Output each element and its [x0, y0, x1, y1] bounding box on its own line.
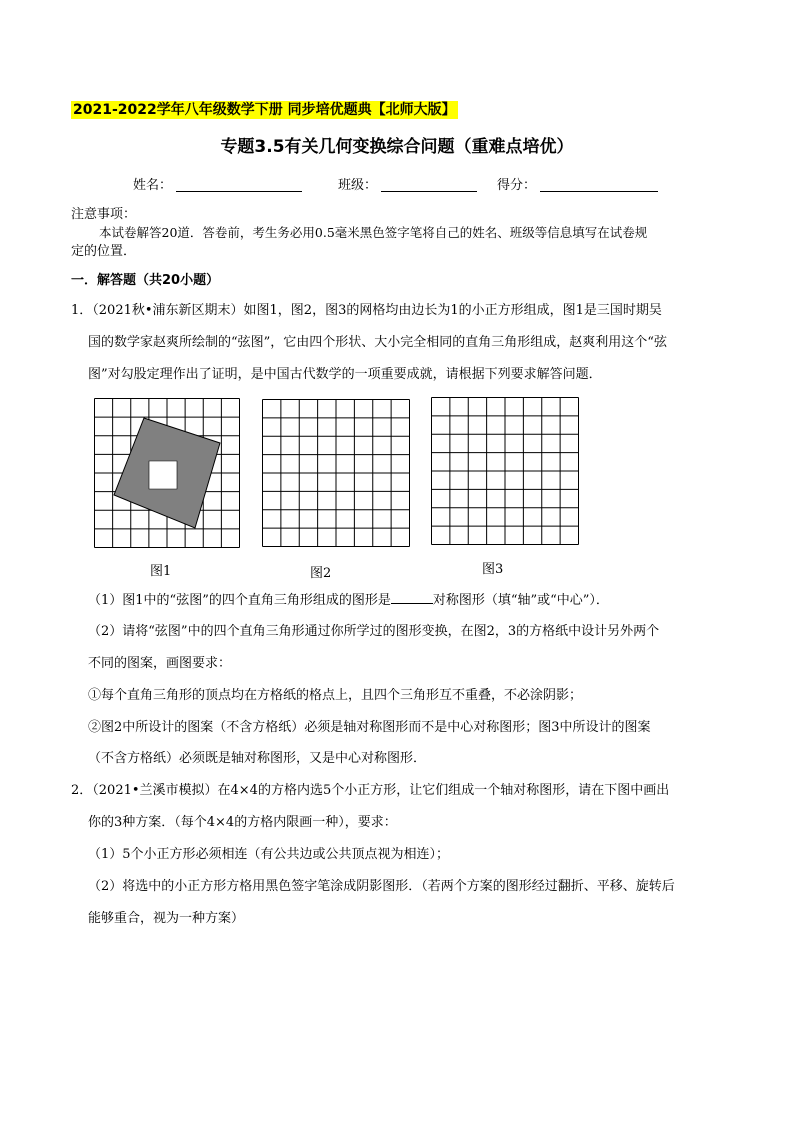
notice-line-2: 定的位置． — [71, 244, 137, 259]
class-label: 班级： — [338, 178, 378, 193]
q1-line-2: 国的数学家赵爽所绘制的“弦图”，它由四个形状、大小完全相同的直角三角形组成，赵爽利用这个“弦 — [88, 335, 667, 350]
q2-requirement-1: （1）5个小正方形必须相连（有公共边或公共顶点视为相连）； — [88, 847, 450, 862]
q2-requirement-2-line-2: 能够重合，视为一种方案） — [88, 911, 245, 926]
q2-line-1: 2．（2021•兰溪市模拟）在4×4的方格内选5个小正方形，让它们组成一个轴对称图形，请在下图中画出 — [71, 783, 670, 798]
q1-requirement-2-line-1: ②图2中所设计的图案（不含方格纸）必须是轴对称图形而不是中心对称图形；图3中所设计的图案 — [88, 720, 651, 735]
q1-part-2-line-2: 不同的图案，画图要求： — [88, 656, 232, 671]
q2-requirement-2-line-1: （2）将选中的小正方形方格用黑色签字笔涂成阴影图形．（若两个方案的图形经过翻折、平移、旋转后 — [88, 879, 675, 894]
page-title: 专题3.5有关几何变换综合问题（重难点培优） — [220, 137, 574, 157]
section-heading: 一．解答题（共20小题） — [71, 273, 220, 288]
notice-heading: 注意事项： — [71, 207, 137, 222]
q2-line-2: 你的3种方案．（每个4×4的方格内限画一种），要求： — [88, 815, 397, 830]
figure-1-caption: 图1 — [150, 564, 172, 579]
q1-requirement-1: ①每个直角三角形的顶点均在方格纸的格点上，且四个三角形互不重叠，不必涂阴影； — [88, 688, 583, 703]
q1-answer-blank[interactable] — [391, 591, 433, 604]
q1-line-1: 1．（2021秋•浦东新区期末）如图1，图2，图3的网格均由边长为1的小正方形组成，图1是三国时期吴 — [71, 303, 662, 318]
score-label: 得分： — [497, 178, 537, 193]
class-field[interactable] — [381, 191, 477, 192]
string-figure-center — [149, 461, 177, 489]
q1-part-1-text-a: （1）图1中的“弦图”的四个直角三角形组成的图形是 — [88, 593, 391, 608]
course-banner: 2021-2022学年八年级数学下册 同步培优题典【北师大版】 — [73, 102, 456, 118]
figure-3-caption: 图3 — [482, 562, 504, 577]
q1-part-2-line-1: （2）请将“弦图”中的四个直角三角形通过你所学过的图形变换，在图2，3的方格纸中设计另外两个 — [88, 624, 660, 639]
q1-part-1 — [88, 591, 609, 610]
figure-1-grid — [94, 398, 240, 548]
q1-part-1-text-b: 对称图形（填“轴”或“中心”）． — [432, 593, 609, 608]
q1-line-3: 图”对勾股定理作出了证明，是中国古代数学的一项重要成就，请根据下列要求解答问题． — [88, 367, 602, 382]
figure-2-grid[interactable] — [262, 399, 410, 547]
name-field[interactable] — [176, 191, 302, 192]
notice-line-1: 本试卷解答20道．答卷前，考生务必用0.5毫米黑色签字笔将自己的姓名、班级等信息填写在试卷规 — [99, 225, 648, 240]
figure-3-grid[interactable] — [431, 397, 579, 545]
figure-2-caption: 图2 — [310, 566, 332, 581]
name-label: 姓名： — [133, 178, 173, 193]
q1-requirement-2-line-2: （不含方格纸）必须既是轴对称图形，又是中心对称图形． — [88, 751, 427, 766]
score-field[interactable] — [540, 191, 658, 192]
